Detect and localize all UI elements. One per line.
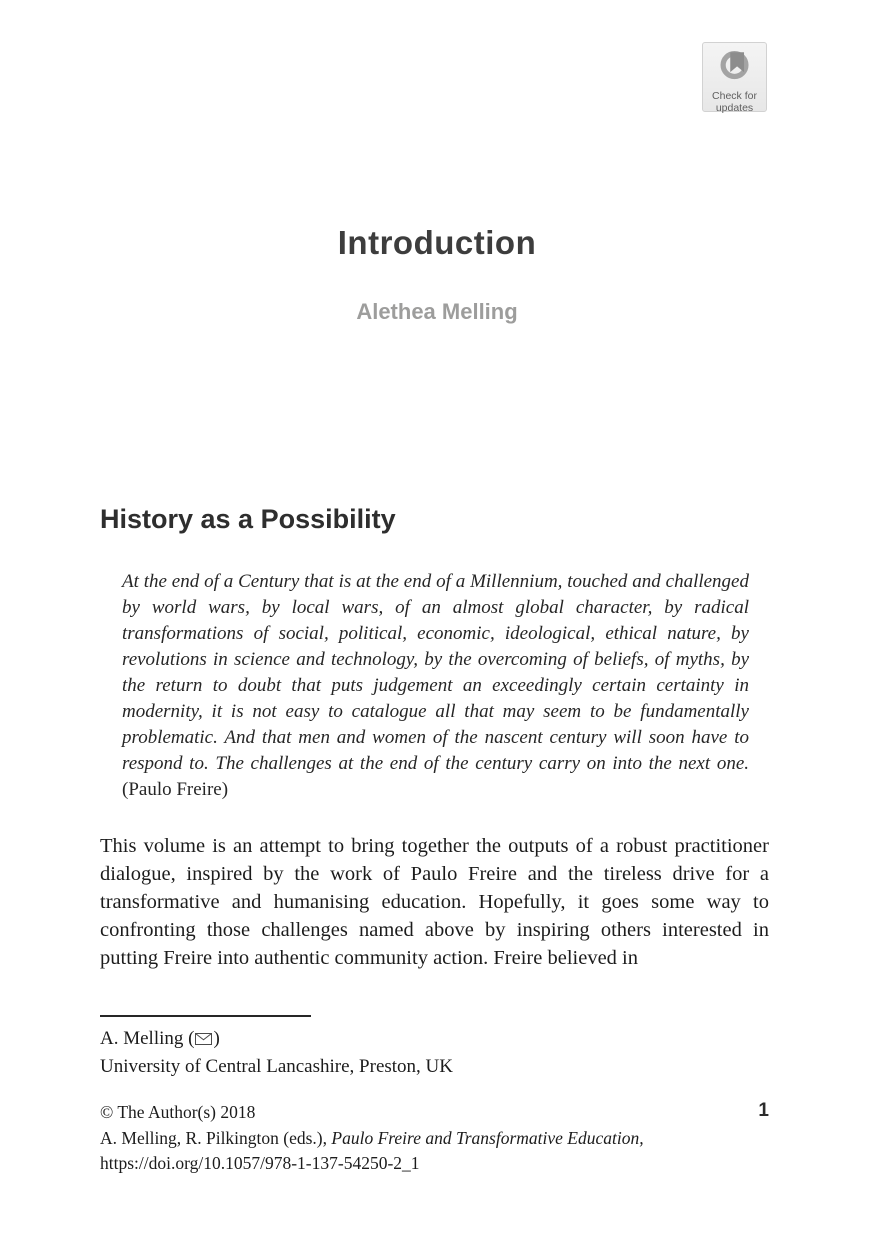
epigraph-quote — [122, 569, 749, 803]
chapter-author: Alethea Melling — [356, 299, 518, 324]
copyright-line: © The Author(s) 2018 — [100, 1102, 256, 1122]
correspondence-affiliation: University of Central Lancashire, Preston, UK — [100, 1055, 453, 1077]
page-number: 1 — [758, 1100, 769, 1121]
citation-book-title: Paulo Freire and Transformative Education, — [331, 1127, 644, 1148]
footnote-divider — [100, 1015, 311, 1017]
footer-imprint — [100, 1100, 769, 1177]
correspondence-author-line — [100, 1026, 700, 1054]
check-for-updates-badge[interactable] — [702, 42, 767, 112]
doi-line — [100, 1151, 769, 1177]
badge-label-line2: updates — [715, 102, 754, 114]
quote-attribution: (Paulo Freire) — [122, 779, 229, 800]
body-paragraph: This volume is an attempt to bring together the outputs of a robust practitioner dialogue, inspired by the work of Paulo Freire and the tireless drive for a transformative and humanising education. Hopefully, it goes some way to confronting those challenges named above by inspiring others interested in putting Freire into authentic community action. Freire believed in — [100, 835, 769, 969]
correspondence-author-prefix: A. Melling ( — [100, 1028, 195, 1049]
doi-link[interactable]: https://doi.org/10.1057/978-1-137-54250-2_1 — [100, 1153, 420, 1173]
correspondence-footnote — [100, 1026, 700, 1080]
envelope-icon — [195, 1027, 212, 1054]
correspondence-author-suffix: ) — [213, 1028, 220, 1049]
citation-editors: A. Melling, R. Pilkington (eds.), — [100, 1127, 332, 1148]
quote-text: At the end of a Century that is at the end of a Millennium, touched and challenged by world wars, by local wars, of an almost global character, by radical transformations of social, political, economic, ideological, ethical nature, by revolutions in science and technology, by the overcoming of beliefs, of myths, by the return to doubt that puts judgement an exceedingly certain certainty in modernity, it is not easy to catalogue all that may seem to be fundamentally problematic. And that men and women of the nascent century will soon have to respond to. The challenges at the end of the century carry on into the next one. — [122, 571, 749, 774]
crossmark-bookmark-icon — [716, 47, 754, 90]
citation-line — [100, 1126, 769, 1152]
section-heading: History as a Possibility — [100, 504, 396, 534]
badge-label-line1: Check for — [712, 90, 757, 102]
chapter-title: Introduction — [337, 224, 537, 261]
